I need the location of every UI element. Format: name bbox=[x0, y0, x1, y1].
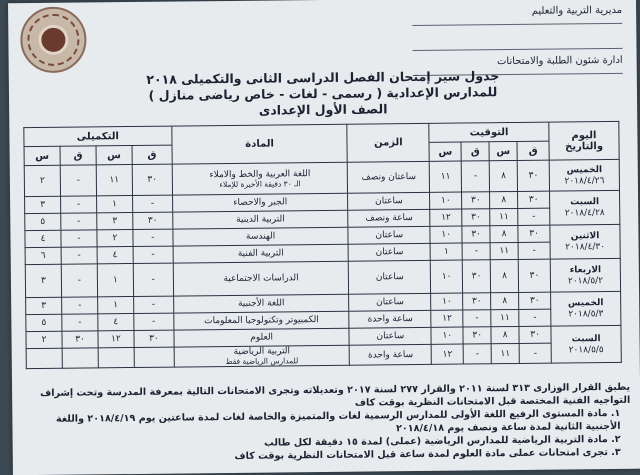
subject-cell: التربية الدينية bbox=[173, 210, 349, 229]
subject-cell: العلوم bbox=[174, 328, 350, 347]
cell: ٥ bbox=[26, 314, 62, 331]
cell: - bbox=[61, 247, 97, 264]
cell: ١٠ bbox=[430, 226, 462, 243]
duration-cell: ساعة ونصف bbox=[348, 209, 430, 227]
cell bbox=[26, 348, 62, 368]
cell: ١١ bbox=[96, 164, 132, 195]
cell: ١٢ bbox=[98, 330, 134, 347]
note-3: ٣. تجرى امتحانات عملى مادة العلوم لمدة ساعة قبل الامتحانات النظرية بوقت كاف bbox=[234, 446, 621, 462]
cell: - bbox=[519, 343, 551, 363]
subject-cell: التربية الرياضية للمدارس الرياضية فقط bbox=[174, 345, 350, 367]
cell: - bbox=[61, 213, 97, 230]
cell: ١ bbox=[98, 296, 134, 313]
cell: ١٠ bbox=[430, 192, 462, 209]
cell: ١١ bbox=[490, 242, 518, 259]
cell: - bbox=[133, 263, 173, 296]
ministry-line-2 bbox=[412, 24, 622, 51]
ministry-line-3: ادارة شئون الطلبة والامتحانات bbox=[413, 49, 623, 76]
header-duration: الزمن bbox=[347, 123, 429, 162]
day-cell: السبت ٢٠١٨/٤/٢٨ bbox=[550, 190, 620, 225]
cell: ٣ bbox=[26, 297, 62, 314]
day-cell: الاربعاء ٢٠١٨/٥/٢ bbox=[550, 258, 620, 292]
exam-schedule-table bbox=[23, 121, 622, 369]
cell: ٣ bbox=[25, 264, 61, 297]
cell: ٣٠ bbox=[462, 192, 490, 209]
subject-cell: الكمبيوتر وتكنولوجيا المعلومات bbox=[174, 311, 350, 330]
title-line-2: للمدارس الإعدادية ( رسمى - لغات - خاص رياضى منازل ) bbox=[148, 84, 498, 103]
directorate-seal-icon bbox=[20, 6, 87, 73]
cell: ١٢ bbox=[431, 344, 463, 364]
header-q: ق bbox=[517, 141, 549, 160]
document-title bbox=[9, 67, 637, 122]
cell: - bbox=[518, 242, 550, 259]
cell: - bbox=[62, 314, 98, 331]
subject-cell: اللغة العربية والخط والاملاء الـ ٣٠ دقيقة الأخيرة للإملاء bbox=[172, 162, 348, 195]
cell: ١١ bbox=[429, 161, 461, 192]
cell: - bbox=[463, 310, 491, 327]
cell: - bbox=[518, 208, 550, 225]
header-supplementary: التكميلى bbox=[24, 126, 172, 147]
day-cell: الاثنين ٢٠١٨/٤/٣٠ bbox=[550, 224, 620, 259]
cell: ٨ bbox=[491, 292, 519, 309]
subject-cell: الدراسات الاجتماعية bbox=[173, 261, 349, 296]
cell: ٣٠ bbox=[62, 331, 98, 348]
ministry-line-1: مديرية التربية والتعليم bbox=[412, 0, 622, 26]
cell: ١٢ bbox=[431, 310, 463, 327]
cell: ١ bbox=[96, 195, 132, 212]
subject-cell: الجبر والاحصاء bbox=[172, 193, 348, 212]
cell: - bbox=[61, 264, 97, 297]
cell: ١٠ bbox=[430, 260, 462, 293]
duration-cell: ساعتان bbox=[348, 226, 430, 244]
cell: - bbox=[461, 161, 489, 192]
duration-cell: ساعتان ونصف bbox=[348, 161, 430, 193]
subject-cell: التربية الفنية bbox=[173, 244, 349, 263]
cell: ٣٠ bbox=[463, 293, 491, 310]
duration-cell: ساعة واحدة bbox=[350, 344, 432, 365]
cell: ٨ bbox=[491, 326, 519, 343]
cell: ٢ bbox=[26, 331, 62, 348]
day-cell: الخميس ٢٠١٨/٥/٣ bbox=[551, 291, 621, 326]
duration-cell: ساعتان bbox=[349, 293, 431, 311]
cell: ٥ bbox=[25, 213, 61, 230]
cell: ٢ bbox=[97, 229, 133, 246]
header-s: س bbox=[24, 146, 60, 165]
cell: - bbox=[133, 229, 173, 246]
cell: ٨ bbox=[490, 259, 518, 292]
cell: ٤ bbox=[98, 313, 134, 330]
note-1: ١. مادة المستوى الرفيع اللغة الأولى للمدارس الرسمية لغات والمتميزة والخاصة لغات لمدة ساعتين يوم ٢٠١٨/٤/١٩ واللغة الأجنبية الثانية لمدة ساعة ونصف يوم ٢٠١٨/٤/١٨ bbox=[55, 407, 621, 435]
duration-cell: ساعتان bbox=[348, 243, 430, 261]
cell: ٨ bbox=[490, 191, 518, 208]
cell: ١ bbox=[97, 263, 133, 296]
cell: ٣٠ bbox=[518, 225, 550, 242]
cell: ٣٠ bbox=[462, 260, 490, 293]
cell: ٣ bbox=[25, 196, 61, 213]
duration-cell: ساعتان bbox=[349, 260, 431, 294]
cell: - bbox=[61, 196, 97, 213]
cell: ١١ bbox=[491, 309, 519, 326]
cell: ٣٠ bbox=[519, 292, 551, 309]
cell bbox=[98, 347, 134, 367]
cell: - bbox=[133, 296, 173, 313]
cell: ١١ bbox=[490, 208, 518, 225]
cell: ٤ bbox=[25, 230, 61, 247]
duration-cell: ساعة واحدة bbox=[349, 310, 431, 328]
duration-cell: ساعتان bbox=[348, 192, 430, 210]
cell: ١٠ bbox=[431, 327, 463, 344]
cell: - bbox=[62, 297, 98, 314]
cell: ٨ bbox=[490, 225, 518, 242]
cell bbox=[134, 347, 174, 367]
header-s: س bbox=[96, 145, 132, 164]
header-q: ق bbox=[132, 145, 172, 164]
header-q: ق bbox=[461, 142, 489, 161]
cell: ٣٠ bbox=[134, 330, 174, 347]
header-timing: التوقيت bbox=[429, 122, 549, 142]
duration-cell: ساعتان bbox=[349, 327, 431, 345]
cell: ١٠ bbox=[431, 293, 463, 310]
cell: ١٢ bbox=[430, 209, 462, 226]
cell: - bbox=[133, 246, 173, 263]
cell: - bbox=[462, 243, 490, 260]
cell bbox=[62, 348, 98, 368]
day-cell: السبت ٢٠١٨/٥/٥ bbox=[551, 325, 621, 363]
cell: ٣٠ bbox=[518, 191, 550, 208]
title-line-1: جدول سير إمتحان الفصل الدراسى الثانى والتكميلى ٢٠١٨ bbox=[146, 68, 500, 87]
cell: ٣٠ bbox=[133, 212, 173, 229]
header-q: ق bbox=[60, 146, 96, 165]
cell: - bbox=[519, 309, 551, 326]
cell: ٣٠ bbox=[519, 326, 551, 343]
notes-section bbox=[20, 381, 631, 465]
cell: ٨ bbox=[489, 160, 517, 191]
subject-cell: اللغة الأجنبية bbox=[173, 294, 349, 313]
note-intro: يطبق القرار الوزارى ٣١٣ لسنة ٢٠١١ والقرار ٢٧٧ لسنة ٢٠١٧ وتعديلاته وتجرى الامتحانات التالية بمعرفة المدرسة وتحت إشراف التواجيه الفنية المختصة قبل الامتحانات النظرية بوقت كاف bbox=[39, 381, 631, 409]
ministry-header bbox=[412, 0, 623, 76]
subject-cell: الهندسة bbox=[173, 227, 349, 246]
cell: - bbox=[463, 344, 491, 364]
cell: - bbox=[132, 195, 172, 212]
cell: ٣٠ bbox=[517, 160, 549, 191]
cell: ١ bbox=[430, 243, 462, 260]
cell: - bbox=[61, 230, 97, 247]
exam-schedule-document bbox=[8, 0, 640, 475]
cell: ١١ bbox=[491, 343, 519, 363]
header-s: س bbox=[429, 142, 461, 161]
cell: ٢ bbox=[24, 165, 60, 196]
cell: ٣٠ bbox=[462, 209, 490, 226]
title-line-3: الصف الأول الإعدادى bbox=[258, 101, 388, 118]
cell: ٣ bbox=[97, 212, 133, 229]
header-day: اليوم والتاريخ bbox=[549, 121, 619, 160]
cell: - bbox=[134, 313, 174, 330]
cell: ٦ bbox=[25, 247, 61, 264]
header-s: س bbox=[489, 141, 517, 160]
cell: ٣٠ bbox=[132, 164, 172, 195]
cell: ٣٠ bbox=[462, 226, 490, 243]
cell: ٣٠ bbox=[463, 327, 491, 344]
cell: ٤ bbox=[97, 246, 133, 263]
cell: - bbox=[60, 165, 96, 196]
note-2: ٢. مادة التربية الرياضية للمدارس الرياضية (عملى) لمدة ١٥ دقيقة لكل طالب bbox=[264, 433, 621, 449]
cell: ٣٠ bbox=[518, 259, 550, 292]
header-subject: المادة bbox=[172, 124, 348, 164]
day-cell: الخميس ٢٠١٨/٤/٢٦ bbox=[549, 159, 619, 191]
